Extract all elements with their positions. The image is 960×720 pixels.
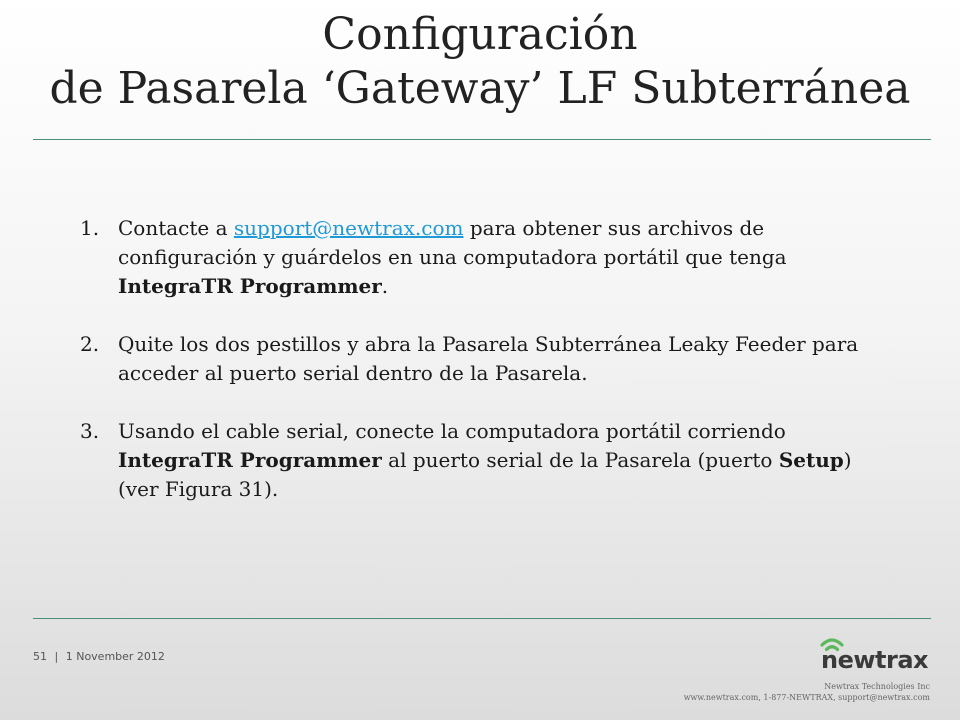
step-text: al puerto serial de la Pasarela (puerto bbox=[381, 448, 779, 472]
page-number: 51 bbox=[33, 650, 47, 663]
step-text: . bbox=[381, 274, 389, 298]
step-2 bbox=[80, 330, 880, 388]
step-number: 2. bbox=[80, 332, 100, 356]
step-text: ) (ver Figura 31). bbox=[118, 448, 852, 501]
top-divider bbox=[33, 139, 931, 140]
step-text: Quite los dos pestillos y abra la Pasarela Subterránea Leaky Feeder para acceder al puerto serial dentro de la Pasarela. bbox=[118, 332, 859, 385]
support-email-link[interactable]: support@newtrax.com bbox=[233, 216, 464, 240]
company-contact: www.newtrax.com, 1-877-NEWTRAX, support@newtrax.com bbox=[683, 693, 930, 702]
software-name: IntegraTR Programmer bbox=[118, 274, 382, 298]
footer-date: 1 November 2012 bbox=[65, 650, 165, 663]
company-name: Newtrax Technologies Inc bbox=[824, 682, 930, 691]
step-1 bbox=[80, 214, 880, 301]
slide-title bbox=[0, 8, 960, 116]
step-text: Usando el cable serial, conecte la computadora portátil corriendo bbox=[118, 419, 786, 443]
step-number: 1. bbox=[80, 216, 100, 240]
slide-footer bbox=[33, 650, 165, 663]
footer-separator: | bbox=[54, 650, 59, 663]
bottom-divider bbox=[33, 618, 931, 619]
logo-wordmark: newtrax bbox=[821, 646, 929, 674]
title-line-1: Configuración bbox=[322, 9, 638, 60]
step-number: 3. bbox=[80, 419, 100, 443]
step-text: Contacte a bbox=[118, 216, 234, 240]
title-line-2: de Pasarela ‘Gateway’ LF Subterránea bbox=[49, 63, 911, 114]
step-3 bbox=[80, 417, 880, 504]
step-text: para obtener sus archivos de configuración y guárdelos en una computadora portátil que tenga bbox=[118, 216, 787, 269]
port-name: Setup bbox=[778, 448, 844, 472]
newtrax-logo bbox=[818, 634, 934, 674]
company-info bbox=[684, 681, 930, 703]
steps-list bbox=[80, 214, 880, 533]
software-name: IntegraTR Programmer bbox=[118, 448, 382, 472]
